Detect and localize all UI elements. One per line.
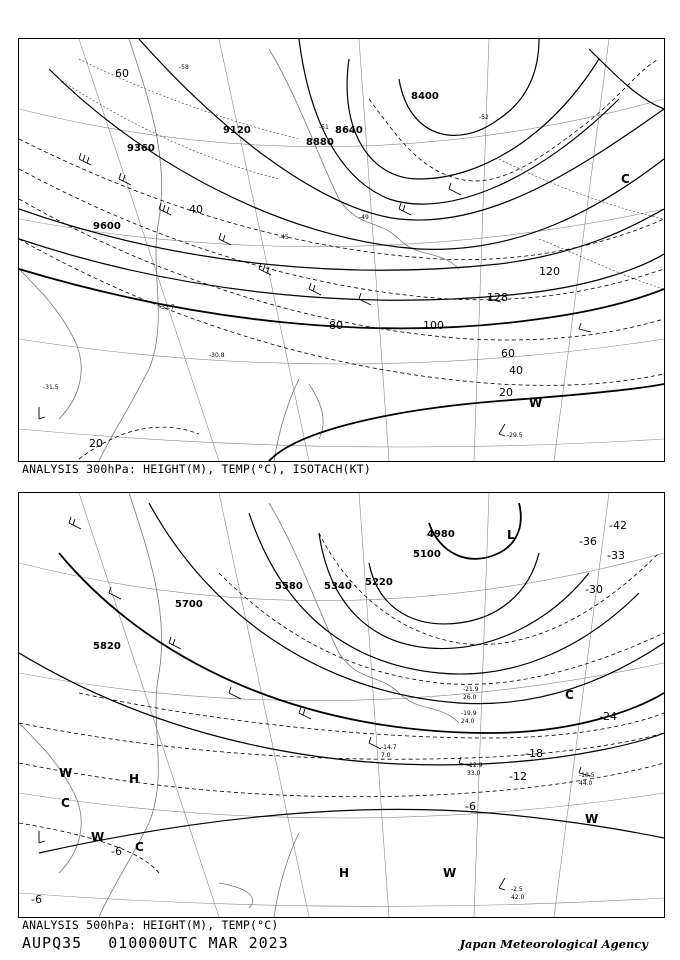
temp-label: -45 — [279, 234, 289, 241]
isotach-label-20: 20 — [499, 386, 513, 399]
station-value: -21.9 — [463, 686, 479, 693]
map-500hpa — [19, 493, 664, 917]
isotherm-label: -6 — [111, 845, 122, 858]
height-label-5100: 5100 — [413, 549, 441, 560]
cold-mark: C — [61, 796, 70, 810]
isotach-label-128: 128 — [487, 291, 508, 304]
station-value: 33.0 — [467, 770, 481, 777]
isotherm-label: -36 — [579, 535, 597, 548]
isotherm-label: -24 — [599, 710, 617, 723]
warm-mark: W — [59, 766, 73, 780]
station-value: -19.9 — [461, 710, 477, 717]
isotachs — [19, 59, 664, 459]
isotach-label-40b: 40 — [189, 203, 203, 216]
height-label-8880: 8880 — [306, 137, 334, 148]
map-300hpa — [19, 39, 664, 461]
warm-mark: W — [585, 812, 599, 826]
isotherm-label: -6 — [31, 893, 42, 906]
isotherm-label: -30 — [585, 583, 603, 596]
height-contours — [19, 39, 664, 461]
temp-label: -49 — [359, 214, 369, 221]
cold-mark: C — [135, 840, 144, 854]
height-label-8400: 8400 — [411, 91, 439, 102]
station-value: -14.7 — [381, 744, 397, 751]
station-value: -2.5 — [511, 886, 523, 893]
temp-label: -29.5 — [507, 432, 523, 439]
temp-labels — [43, 64, 523, 439]
temp-label: -31.7 — [159, 304, 175, 311]
temp-label: -31.5 — [43, 384, 59, 391]
isotherm-label: -33 — [607, 549, 625, 562]
isotach-label-20b: 20 — [89, 437, 103, 450]
product-header — [22, 934, 289, 952]
temp-label: -52 — [479, 114, 489, 121]
height-label-9120: 9120 — [223, 125, 251, 136]
station-labels — [381, 686, 595, 901]
low-center: L — [507, 528, 515, 542]
height-contours — [19, 503, 664, 853]
isotach-label-100: 100 — [423, 319, 444, 332]
height-label-4980: 4980 — [427, 529, 455, 540]
chart-300hpa — [18, 38, 665, 462]
height-label-5340: 5340 — [324, 581, 352, 592]
valid-time: 010000UTC MAR 2023 — [108, 934, 289, 952]
high-center: H — [129, 772, 140, 786]
warm-mark: W — [529, 396, 543, 410]
height-label-5220: 5220 — [365, 577, 393, 588]
station-value: -12.9 — [467, 762, 483, 769]
product-code: AUPQ35 — [22, 934, 83, 952]
station-value: 7.0 — [381, 752, 391, 759]
height-label-5580: 5580 — [275, 581, 303, 592]
caption-300hpa: ANALYSIS 300hPa: HEIGHT(M), TEMP(°C), ISOTACH(KT) — [22, 462, 372, 476]
chart-500hpa — [18, 492, 665, 918]
height-labels — [93, 91, 439, 232]
isotherm-label: -42 — [609, 519, 627, 532]
temp-label: -58 — [179, 64, 189, 71]
caption-500hpa: ANALYSIS 500hPa: HEIGHT(M), TEMP(°C) — [22, 918, 279, 932]
station-value: 44.0 — [579, 780, 593, 787]
height-label-8640: 8640 — [335, 125, 363, 136]
height-label-9600: 9600 — [93, 221, 121, 232]
station-value: -10.5 — [579, 772, 595, 779]
isotach-label-60: 60 — [501, 347, 515, 360]
isotherm-label: -6 — [465, 800, 476, 813]
isotherm-label: -18 — [525, 747, 543, 760]
wind-barbs — [39, 517, 591, 890]
isotach-label-80: 80 — [329, 319, 343, 332]
temp-label: -30.8 — [209, 352, 225, 359]
isotach-label-120: 120 — [539, 265, 560, 278]
warm-mark: W — [443, 866, 457, 880]
isotach-label-60b: 60 — [115, 67, 129, 80]
height-label-9360: 9360 — [127, 143, 155, 154]
cold-mark: C — [565, 688, 574, 702]
station-value: 26.0 — [463, 694, 477, 701]
height-label-5700: 5700 — [175, 599, 203, 610]
coastlines — [19, 493, 459, 917]
high-center: H — [339, 866, 350, 880]
warm-mark: W — [91, 830, 105, 844]
isotherm-labels — [31, 519, 627, 906]
temp-label: -51 — [319, 124, 329, 131]
station-value: 42.0 — [511, 894, 525, 901]
isotherms — [59, 59, 664, 289]
station-value: 24.0 — [461, 718, 475, 725]
agency-name: Japan Meteorological Agency — [459, 937, 648, 951]
cold-mark: C — [621, 172, 630, 186]
isotherm-label: -12 — [509, 770, 527, 783]
height-label-5820: 5820 — [93, 641, 121, 652]
isotach-label-40: 40 — [509, 364, 523, 377]
